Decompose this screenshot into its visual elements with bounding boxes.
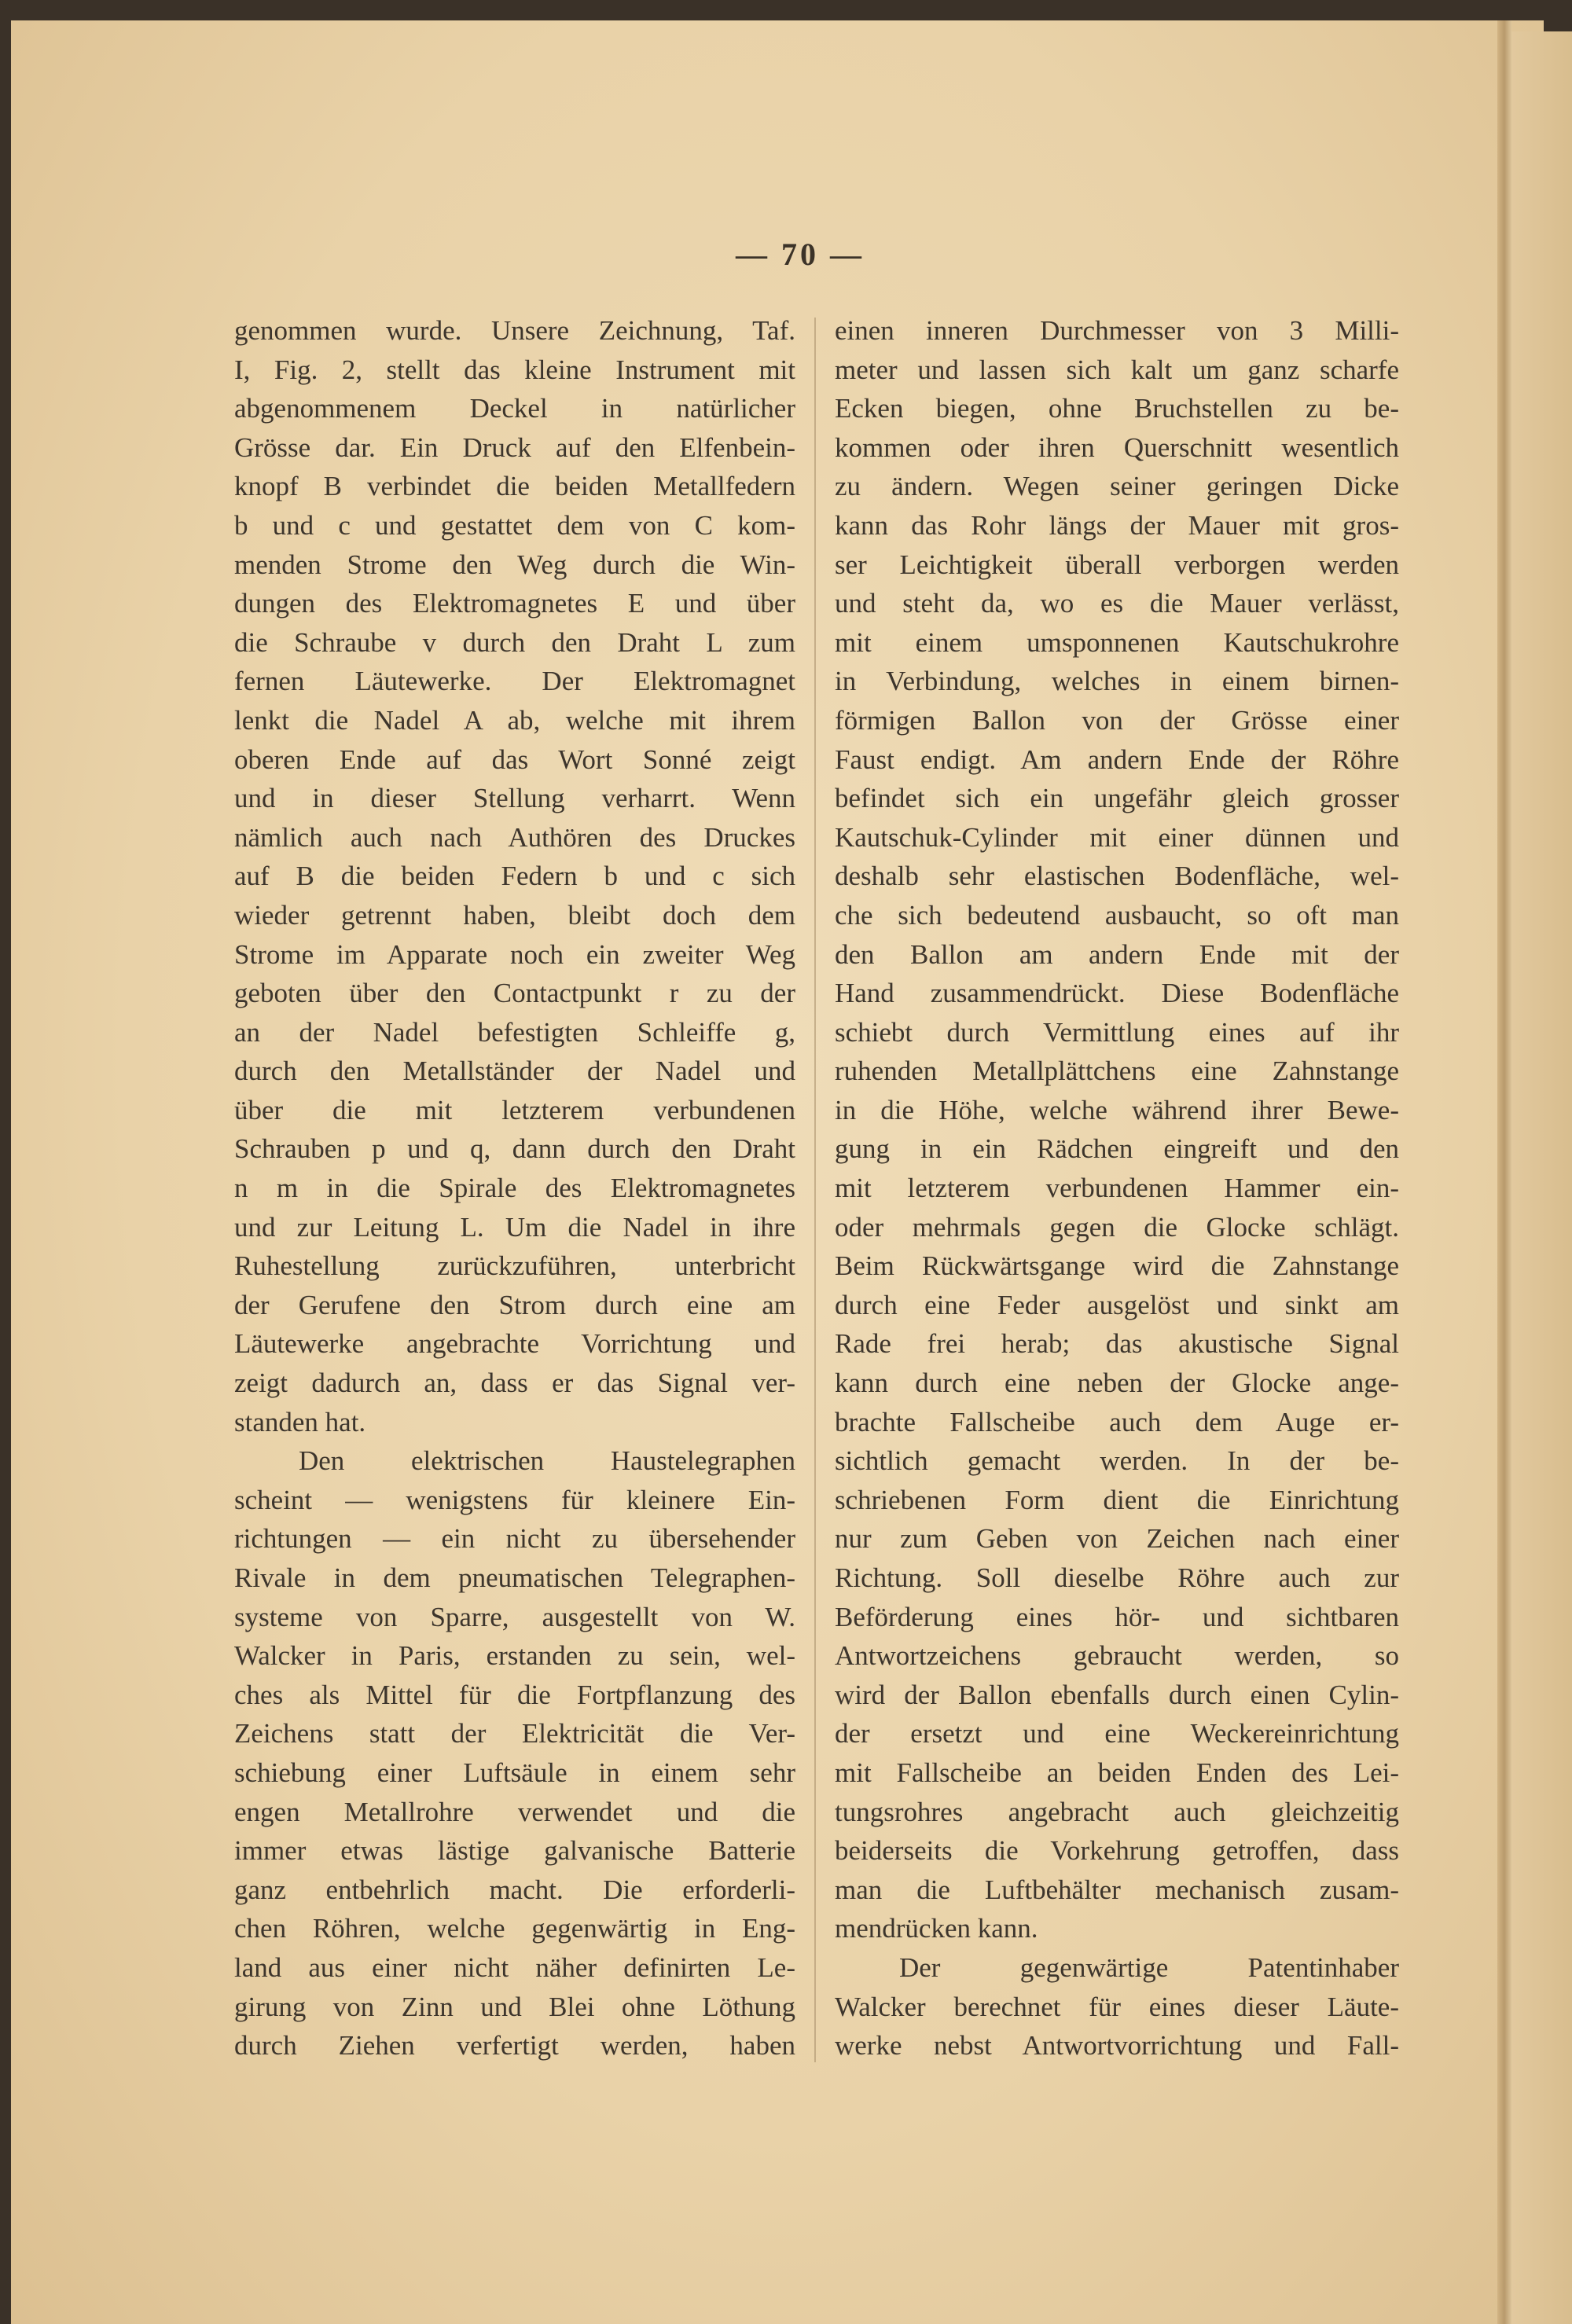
text-line: brachte Fallscheibe auch dem Auge er- bbox=[835, 1406, 1399, 1437]
text-line: mendrücken kann. bbox=[835, 1913, 1038, 1944]
text-line: Zeichens statt der Elektricität die Ver- bbox=[234, 1718, 795, 1749]
text-line: der ersetzt und eine Weckereinrichtung bbox=[835, 1718, 1399, 1749]
text-line: schiebt durch Vermittlung eines auf ihr bbox=[835, 1016, 1399, 1048]
text-line: förmigen Ballon von der Grösse einer bbox=[835, 704, 1399, 736]
text-line: ser Leichtigkeit überall verborgen werden bbox=[835, 549, 1399, 580]
text-line: gung in ein Rädchen eingreift und den bbox=[835, 1133, 1399, 1165]
text-line: der Gerufene den Strom durch eine am bbox=[234, 1289, 795, 1320]
text-line: genommen wurde. Unsere Zeichnung, Taf. bbox=[234, 315, 795, 346]
text-line: fernen Läutewerke. Der Elektromagnet bbox=[234, 666, 795, 697]
text-line: über die mit letzterem verbundenen bbox=[234, 1094, 795, 1125]
text-line: beiderseits die Vorkehrung getroffen, dass bbox=[835, 1835, 1399, 1867]
text-line: Hand zusammendrückt. Diese Bodenfläche bbox=[835, 978, 1399, 1009]
text-line: schiebung einer Luftsäule in einem sehr bbox=[234, 1757, 795, 1788]
text-line: wieder getrennt haben, bleibt doch dem bbox=[234, 899, 795, 931]
text-line: Walcker in Paris, erstanden zu sein, wel- bbox=[234, 1640, 795, 1672]
text-line: in die Höhe, welche während ihrer Bewe- bbox=[835, 1094, 1399, 1125]
text-line: und in dieser Stellung verharrt. Wenn bbox=[234, 783, 795, 814]
text-line: abgenommenem Deckel in natürlicher bbox=[234, 393, 795, 424]
text-line: sichtlich gemacht werden. In der be- bbox=[835, 1445, 1399, 1477]
text-line: ganz entbehrlich macht. Die erforderli- bbox=[234, 1874, 795, 1905]
text-line: Läutewerke angebrachte Vorrichtung und bbox=[234, 1328, 795, 1360]
text-line: Faust endigt. Am andern Ende der Röhre bbox=[835, 743, 1399, 775]
text-line: man die Luftbehälter mechanisch zusam- bbox=[835, 1874, 1399, 1905]
text-line: systeme von Sparre, ausgestellt von W. bbox=[234, 1601, 795, 1632]
text-line: kommen oder ihren Querschnitt wesentlich bbox=[835, 431, 1399, 463]
text-line: standen hat. bbox=[234, 1406, 366, 1437]
text-line: durch eine Feder ausgelöst und sinkt am bbox=[835, 1289, 1399, 1320]
text-line: Der gegenwärtige Patentinhaber bbox=[899, 1951, 1399, 1983]
text-line: werke nebst Antwortvorrichtung und Fall- bbox=[835, 2030, 1399, 2061]
text-line: immer etwas lästige galvanische Batterie bbox=[234, 1835, 795, 1867]
page-fold bbox=[1497, 20, 1511, 2324]
text-line: Grösse dar. Ein Druck auf den Elfenbein- bbox=[234, 431, 795, 463]
text-line: Ecken biegen, ohne Bruchstellen zu be- bbox=[835, 393, 1399, 424]
text-line: auf B die beiden Federn b und c sich bbox=[234, 861, 795, 892]
text-line: dungen des Elektromagnetes E und über bbox=[234, 588, 795, 619]
text-line: den Ballon am andern Ende mit der bbox=[835, 938, 1399, 970]
text-line: befindet sich ein ungefähr gleich grosser bbox=[835, 783, 1399, 814]
text-line: Antwortzeichens gebraucht werden, so bbox=[835, 1640, 1399, 1672]
text-line: Rade frei herab; das akustische Signal bbox=[835, 1328, 1399, 1360]
text-line: Ruhestellung zurückzuführen, unterbricht bbox=[234, 1250, 795, 1282]
next-page-edge bbox=[1511, 31, 1572, 2324]
text-line: Richtung. Soll dieselbe Röhre auch zur bbox=[835, 1562, 1399, 1593]
text-line: knopf B verbindet die beiden Metallfedern bbox=[234, 471, 795, 502]
text-line: engen Metallrohre verwendet und die bbox=[234, 1796, 795, 1827]
text-line: mit Fallscheibe an beiden Enden des Lei- bbox=[835, 1757, 1399, 1788]
text-line: nur zum Geben von Zeichen nach einer bbox=[835, 1523, 1399, 1555]
text-line: Beim Rückwärtsgange wird die Zahnstange bbox=[835, 1250, 1399, 1282]
text-line: geboten über den Contactpunkt r zu der bbox=[234, 978, 795, 1009]
text-line: menden Strome den Weg durch die Win- bbox=[234, 549, 795, 580]
text-line: Den elektrischen Haustelegraphen bbox=[299, 1445, 795, 1477]
text-line: oberen Ende auf das Wort Sonné zeigt bbox=[234, 743, 795, 775]
text-line: nämlich auch nach Authören des Druckes bbox=[234, 821, 795, 853]
text-line: deshalb sehr elastischen Bodenfläche, wel- bbox=[835, 861, 1399, 892]
text-line: einen inneren Durchmesser von 3 Milli- bbox=[835, 315, 1399, 346]
text-line: durch den Metallständer der Nadel und bbox=[234, 1056, 795, 1087]
text-line: kann durch eine neben der Glocke ange- bbox=[835, 1368, 1399, 1399]
text-line: Beförderung eines hör- und sichtbaren bbox=[835, 1601, 1399, 1632]
text-line: kann das Rohr längs der Mauer mit gros- bbox=[835, 509, 1399, 541]
text-line: Schrauben p und q, dann durch den Draht bbox=[234, 1133, 795, 1165]
text-line: richtungen — ein nicht zu übersehender bbox=[234, 1523, 795, 1555]
text-line: Walcker berechnet für eines dieser Läute- bbox=[835, 1991, 1399, 2022]
text-line: ches als Mittel für die Fortpflanzung des bbox=[234, 1679, 795, 1710]
text-line: wird der Ballon ebenfalls durch einen Cylin- bbox=[835, 1679, 1399, 1710]
text-line: I, Fig. 2, stellt das kleine Instrument mit bbox=[234, 354, 795, 385]
text-line: scheint — wenigstens für kleinere Ein- bbox=[234, 1484, 795, 1515]
text-line: mit letzterem verbundenen Hammer ein- bbox=[835, 1173, 1399, 1204]
left-text-column bbox=[234, 311, 795, 2065]
text-line: schriebenen Form dient die Einrichtung bbox=[835, 1484, 1399, 1515]
text-line: Strome im Apparate noch ein zweiter Weg bbox=[234, 938, 795, 970]
page-number: — 70 — bbox=[736, 237, 865, 272]
text-line: Kautschuk-Cylinder mit einer dünnen und bbox=[835, 821, 1399, 853]
text-line: n m in die Spirale des Elektromagnetes bbox=[234, 1173, 795, 1204]
text-line: che sich bedeutend ausbaucht, so oft man bbox=[835, 899, 1399, 931]
text-line: tungsrohres angebracht auch gleichzeitig bbox=[835, 1796, 1399, 1827]
text-line: an der Nadel befestigten Schleiffe g, bbox=[234, 1016, 795, 1048]
text-line: b und c und gestattet dem von C kom- bbox=[234, 509, 795, 541]
text-line: chen Röhren, welche gegenwärtig in Eng- bbox=[234, 1913, 795, 1944]
text-line: oder mehrmals gegen die Glocke schlägt. bbox=[835, 1211, 1399, 1243]
text-line: lenkt die Nadel A ab, welche mit ihrem bbox=[234, 704, 795, 736]
text-line: girung von Zinn und Blei ohne Löthung bbox=[234, 1991, 795, 2022]
text-line: die Schraube v durch den Draht L zum bbox=[234, 626, 795, 658]
text-line: und zur Leitung L. Um die Nadel in ihre bbox=[234, 1211, 795, 1243]
text-line: land aus einer nicht näher definirten Le- bbox=[234, 1951, 795, 1983]
column-divider bbox=[814, 318, 816, 2062]
text-line: in Verbindung, welches in einem birnen- bbox=[835, 666, 1399, 697]
text-line: Rivale in dem pneumatischen Telegraphen- bbox=[234, 1562, 795, 1593]
text-line: mit einem umsponnenen Kautschukrohre bbox=[835, 626, 1399, 658]
right-text-column bbox=[835, 311, 1399, 2065]
text-line: zeigt dadurch an, dass er das Signal ver- bbox=[234, 1368, 795, 1399]
text-line: und steht da, wo es die Mauer verlässt, bbox=[835, 588, 1399, 619]
text-line: durch Ziehen verfertigt werden, haben bbox=[234, 2030, 795, 2061]
text-line: ruhenden Metallplättchens eine Zahnstange bbox=[835, 1056, 1399, 1087]
text-line: meter und lassen sich kalt um ganz scharfe bbox=[835, 354, 1399, 385]
text-line: zu ändern. Wegen seiner geringen Dicke bbox=[835, 471, 1399, 502]
